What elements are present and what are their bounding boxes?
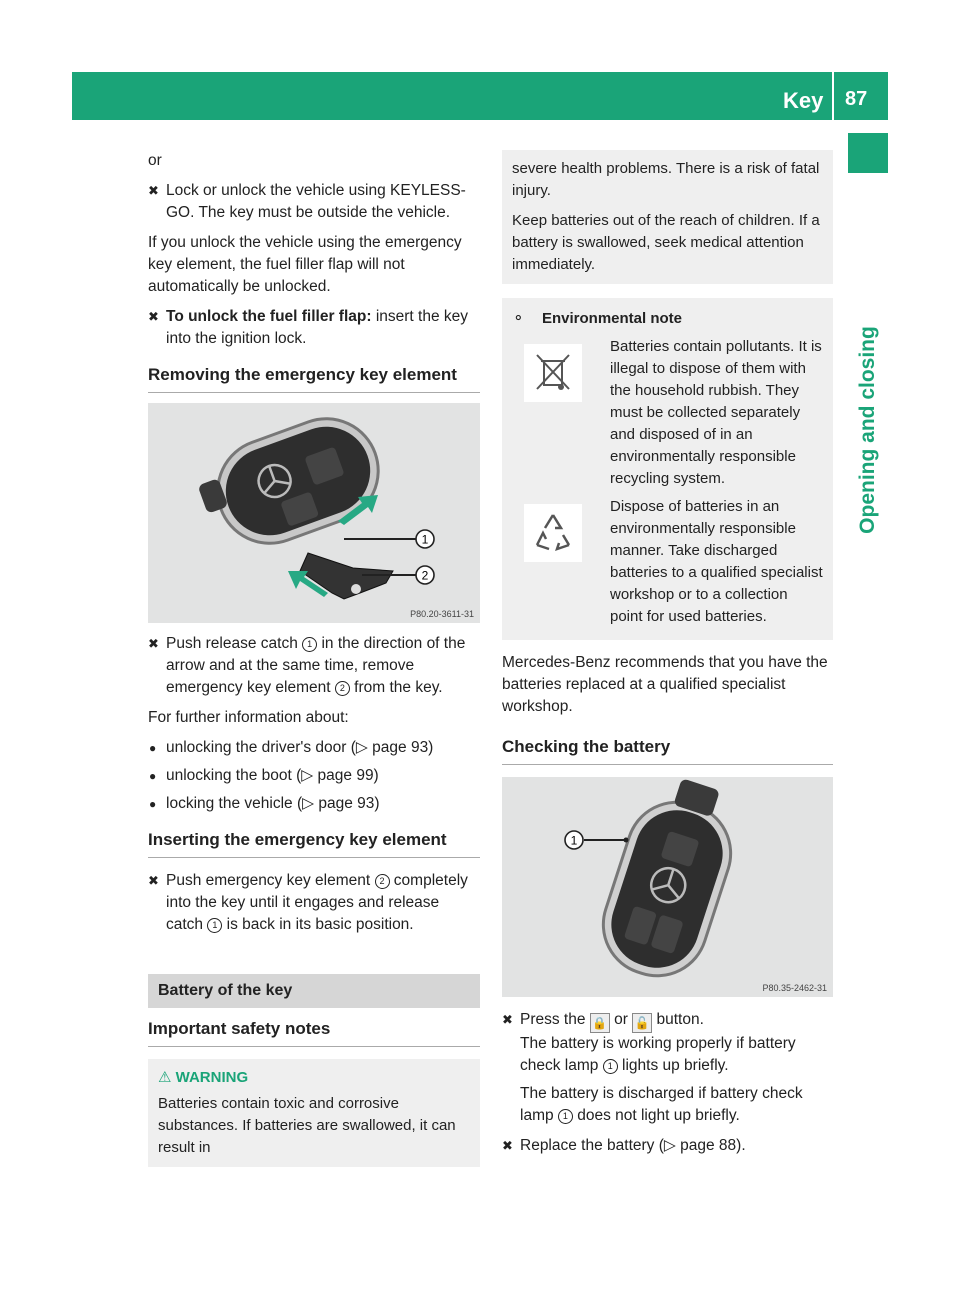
list-item: ● unlocking the boot (▷ page 99) — [148, 765, 480, 787]
env-text-2: Dispose of batteries in an environmentally responsible manner. Take discharged batteries to a qualified specialist workshop or to a collection point for used batteries. — [610, 498, 823, 625]
warning-continued-1: severe health problems. There is a risk of fatal injury. — [512, 160, 820, 199]
warning-box — [148, 1059, 480, 1167]
callout-1-label: 1 — [421, 532, 429, 547]
bullet-icon: ● — [149, 769, 157, 783]
list-item: ✖ Lock or unlock the vehicle using KEYLESS-GO. The key must be outside the vehicle. — [148, 182, 466, 221]
unlock-button-icon: 🔓 — [632, 1013, 652, 1033]
arrow-bullet-icon: ✖ — [502, 1012, 513, 1027]
recycle-icon — [524, 504, 582, 562]
callout-2-label: 2 — [421, 568, 429, 583]
page-ref-arrow-icon: ▷ — [663, 1137, 676, 1154]
chapter-tab — [848, 133, 888, 173]
warning-continued-2: Keep batteries out of the reach of children. If a battery is swallowed, seek medical attention immediately. — [512, 212, 820, 273]
removing-heading: Removing the emergency key element — [148, 364, 480, 393]
battery-check-image — [502, 777, 833, 997]
list-item: ✖ Push release catch 1 in the direction of the arrow and at the same time, remove emergency key element 2 from the key. — [148, 635, 466, 696]
list-item: ✖ To unlock the fuel filler flap: insert the key into the ignition lock. — [148, 308, 469, 347]
warning-continued-box — [502, 150, 833, 284]
key-removal-image — [148, 403, 480, 623]
lock-button-icon: 🔒 — [590, 1013, 610, 1033]
callout-2-icon: 2 — [375, 874, 390, 889]
section-heading-box: Battery of the key — [148, 974, 480, 1008]
list-item: ● locking the vehicle (▷ page 93) — [148, 793, 480, 815]
env-row — [512, 336, 823, 490]
bullet-icon: ● — [149, 797, 157, 811]
arrow-bullet-icon: ✖ — [148, 873, 159, 888]
list-item: ● unlocking the driver's door (▷ page 93) — [148, 737, 480, 759]
crossed-bin-icon — [524, 344, 582, 402]
callout-1-icon: 1 — [558, 1109, 573, 1124]
page-ref-arrow-icon: ▷ — [301, 767, 314, 784]
recommend-paragraph: Mercedes-Benz recommends that you have the batteries replaced at a qualified specialist workshop. — [502, 654, 828, 715]
left-column — [148, 150, 480, 1167]
page-reference[interactable]: page 88). — [680, 1137, 746, 1154]
page-reference[interactable]: page 93) — [372, 739, 434, 756]
callout-1-icon: 1 — [207, 918, 222, 933]
header-divider — [832, 72, 834, 120]
warning-triangle-icon: ⚠ — [158, 1069, 172, 1086]
env-row — [512, 496, 823, 628]
callout-1-icon: 1 — [603, 1059, 618, 1074]
page-ref-arrow-icon: ▷ — [355, 739, 368, 756]
list-item: ✖ Press the 🔒 or 🔓 button. The battery is working properly if battery check lamp 1 lights up briefly. The battery is discharged if battery check lamp 1 does not light up briefly. — [502, 1009, 833, 1127]
page-reference[interactable]: page 93) — [318, 795, 380, 812]
checking-heading: Checking the battery — [502, 736, 833, 765]
chapter-label: Opening and closing — [856, 326, 879, 534]
warning-title: ⚠ WARNING — [158, 1069, 249, 1086]
safety-heading: Important safety notes — [148, 1018, 480, 1047]
key-illustration — [502, 777, 833, 997]
page-number: 87 — [845, 88, 868, 110]
page-ref-arrow-icon: ▷ — [302, 795, 315, 812]
header-bar — [72, 72, 888, 120]
inserting-heading: Inserting the emergency key element — [148, 829, 480, 858]
callout-1-icon: 1 — [302, 637, 317, 652]
lightbulb-icon: ⚬ — [512, 310, 525, 327]
page-reference[interactable]: page 99) — [317, 767, 379, 784]
callout-1-label: 1 — [570, 833, 578, 848]
list-item: ✖ Push emergency key element 2 completely into the key until it engages and release catch 1 is back in its basic position. — [148, 872, 468, 933]
env-title: ⚬ Environmental note — [512, 308, 823, 330]
arrow-bullet-icon: ✖ — [148, 636, 159, 651]
image-code: P80.20-3611-31 — [410, 609, 474, 619]
warning-text: Batteries contain toxic and corrosive substances. If batteries are swallowed, it can result in — [158, 1095, 456, 1156]
arrow-bullet-icon: ✖ — [502, 1138, 513, 1153]
bullet-icon: ● — [149, 741, 157, 755]
arrow-bullet-icon: ✖ — [148, 309, 159, 324]
fuel-paragraph: If you unlock the vehicle using the emergency key element, the fuel filler flap will not automatically be unlocked. — [148, 234, 462, 295]
environmental-note-box — [502, 298, 833, 640]
callout-2-icon: 2 — [335, 681, 350, 696]
arrow-bullet-icon: ✖ — [148, 183, 159, 198]
discharged-note: The battery is discharged if battery check lamp 1 does not light up briefly. — [520, 1085, 803, 1124]
right-column — [502, 150, 833, 1165]
section-title: Key — [783, 88, 824, 113]
image-code: P80.35-2462-31 — [762, 983, 827, 993]
intro-or: or — [148, 152, 162, 169]
env-text-1: Batteries contain pollutants. It is illegal to dispose of them with the household rubbish. They must be collected separately and disposed of in an environmentally responsible recycling system. — [610, 338, 822, 487]
further-info: For further information about: — [148, 709, 349, 726]
list-item: ✖ Replace the battery (▷ page 88). — [502, 1135, 833, 1157]
key-illustration — [148, 403, 480, 623]
